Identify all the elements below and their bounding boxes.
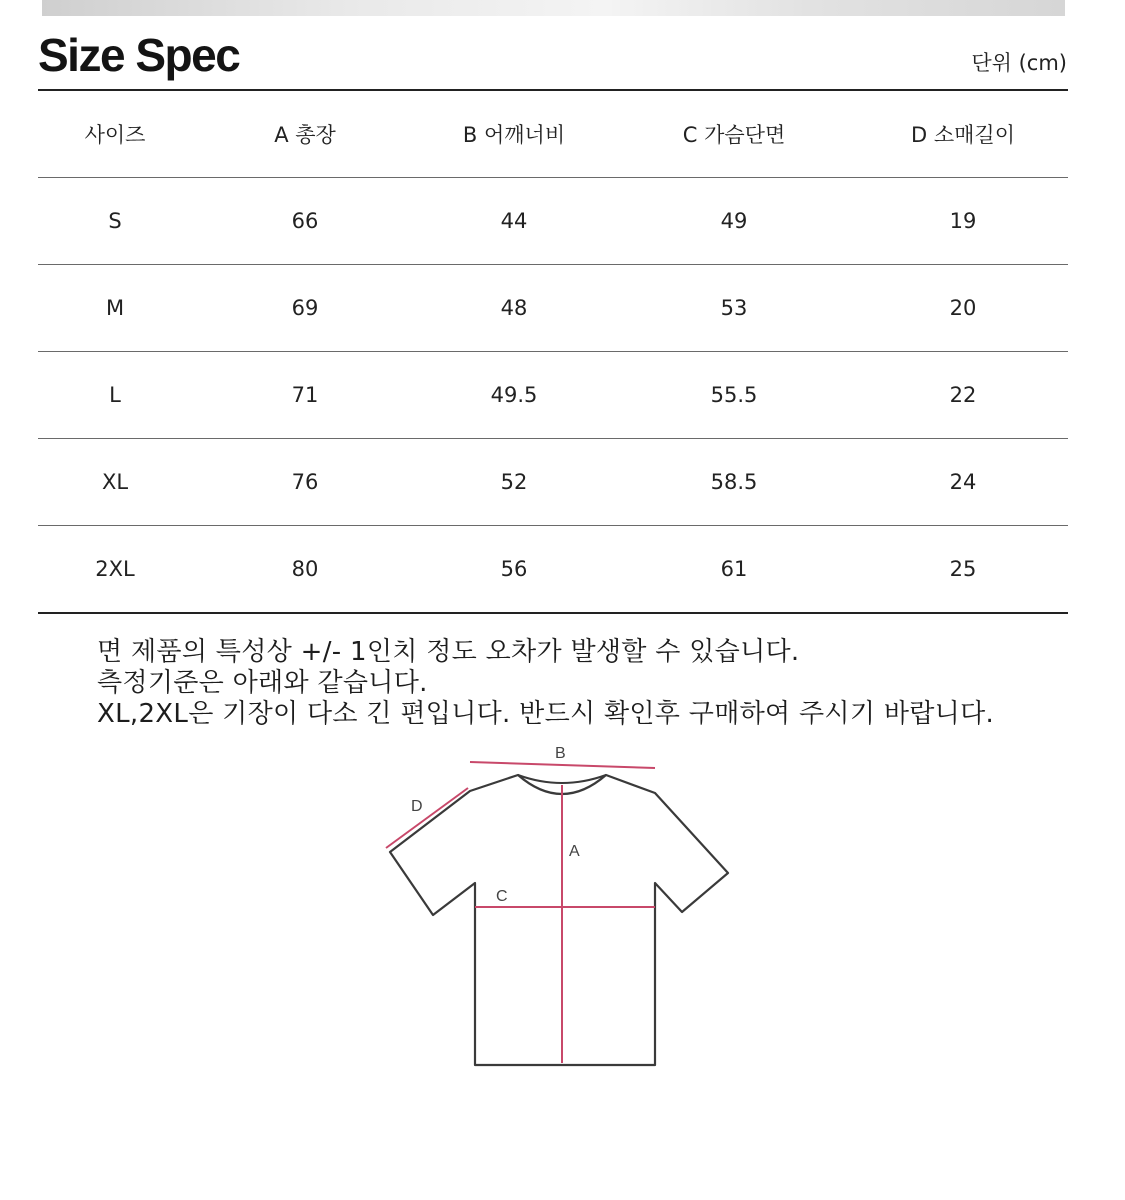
size-spec-table [38, 89, 1068, 614]
column-header-shoulder-width: B 어깨너비 [418, 90, 610, 178]
sleeve-length-cell: 24 [858, 439, 1068, 526]
size-cell: S [38, 178, 192, 265]
sleeve-length-cell: 25 [858, 526, 1068, 614]
column-header-total-length: A 총장 [192, 90, 418, 178]
sleeve-length-cell: 22 [858, 352, 1068, 439]
total-length-cell: 66 [192, 178, 418, 265]
chest-width-cell: 58.5 [610, 439, 858, 526]
shoulder-width-cell: 49.5 [418, 352, 610, 439]
collar-outline [518, 775, 606, 783]
total-length-cell: 69 [192, 265, 418, 352]
size-cell: 2XL [38, 526, 192, 614]
shoulder-width-cell: 48 [418, 265, 610, 352]
unit-label: 단위 (cm) [971, 51, 1067, 75]
measure-line-b [470, 762, 655, 768]
table-row [38, 439, 1068, 526]
size-cell: XL [38, 439, 192, 526]
measure-line-d [386, 788, 468, 848]
table-row [38, 265, 1068, 352]
measure-label-a: A [569, 843, 580, 860]
table-row [38, 178, 1068, 265]
total-length-cell: 76 [192, 439, 418, 526]
size-cell: M [38, 265, 192, 352]
table-row [38, 352, 1068, 439]
chest-width-cell: 49 [610, 178, 858, 265]
sleeve-length-cell: 20 [858, 265, 1068, 352]
note-measurement-basis: 측정기준은 아래와 같습니다. [97, 668, 428, 698]
chest-width-cell: 61 [610, 526, 858, 614]
table-row [38, 526, 1068, 614]
chest-width-cell: 55.5 [610, 352, 858, 439]
note-tolerance: 면 제품의 특성상 +/- 1인치 정도 오차가 발생할 수 있습니다. [97, 637, 800, 667]
measure-label-c: C [496, 888, 508, 905]
notes [97, 637, 994, 730]
page-title: Size Spec [38, 29, 240, 81]
shoulder-width-cell: 52 [418, 439, 610, 526]
sleeve-length-cell: 19 [858, 178, 1068, 265]
column-header-size: 사이즈 [38, 90, 192, 178]
total-length-cell: 80 [192, 526, 418, 614]
measure-label-d: D [411, 798, 423, 815]
product-image-strip [42, 0, 1065, 16]
shoulder-width-cell: 44 [418, 178, 610, 265]
size-cell: L [38, 352, 192, 439]
note-length-warning: XL,2XL은 기장이 다소 긴 편입니다. 반드시 확인후 구매하여 주시기 바랍니다. [97, 699, 995, 729]
column-header-sleeve-length: D 소매길이 [858, 90, 1068, 178]
column-header-chest-width: C 가슴단면 [610, 90, 858, 178]
tshirt-measurement-diagram [380, 735, 750, 1080]
measure-label-b: B [555, 745, 566, 762]
table-header-row [38, 90, 1068, 178]
chest-width-cell: 53 [610, 265, 858, 352]
tshirt-outline [390, 775, 728, 1065]
shoulder-width-cell: 56 [418, 526, 610, 614]
total-length-cell: 71 [192, 352, 418, 439]
